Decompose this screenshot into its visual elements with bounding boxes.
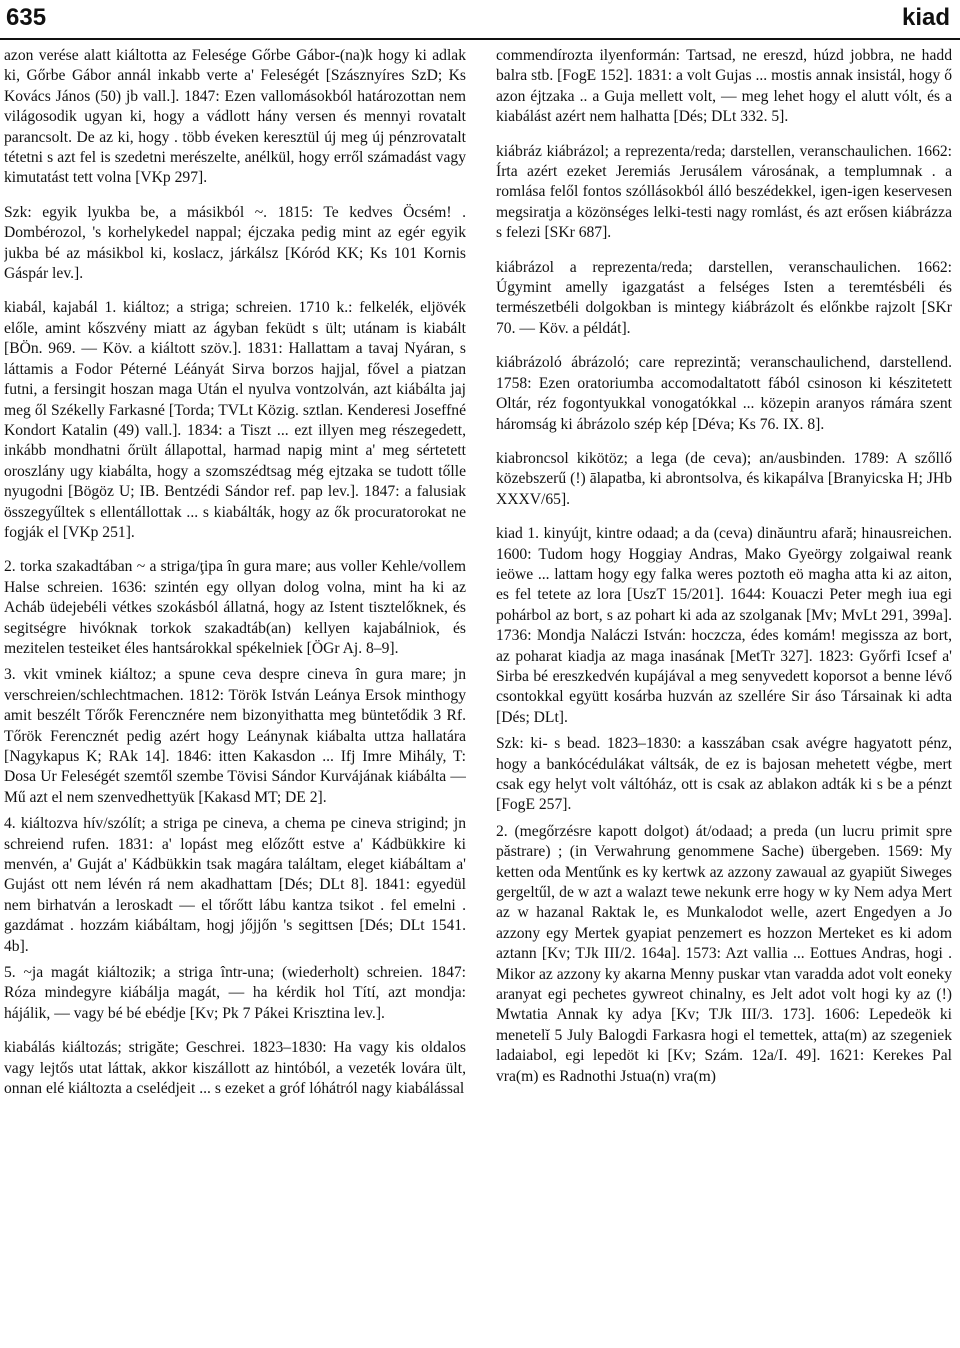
header-rule — [0, 38, 960, 40]
entry-paragraph: azon verése alatt kiáltotta az Felesége Gőrbe Gábor-(na)k hogy ki adlak ki, Gőrbe Gábor annál inkabb verte a' Feleségét [Szásznyíres SzD; Ks Kovács János (50) jb vall.]. 1847: Ezen vallomásokból határozottan nem világosodik ugyan ki, hogy a vádlott hány versen és mennyi rovatalt parancsolt. De az ki, hogy . több éveken keresztül új meg új pénzrovatalt tétetni s azt fel is szedetni merészelte, anélkül, hogy erről számadást vagy kimutatást tett volna [VKp 297]. — [4, 47, 466, 187]
left-column — [4, 46, 466, 1344]
page-header — [6, 4, 950, 36]
entry-paragraph: kiabroncsol kikötöz; a lega (de ceva); an/ausbinden. 1789: A szőllő közebszerű (!) ālapatba, ki abrontsolva, és kikapálva [Branyicska H; JHb XXXV/65]. — [496, 449, 952, 508]
entry-paragraph: kiábrázoló ábrázoló; care reprezintă; veranschaulichend, darstellend. 1758: Ezen oratoriumba accomodaltatott fából csinoson ki készitetett Oltár, réz fogontyukkal vonogatókkal ... közepin aranyos rámára szent háromság ki ábrázolo szép kép [Déva; Ks 76. IX. 8]. — [496, 354, 952, 433]
entry-paragraph: kiabál, kajabál 1. kiáltoz; a striga; schreien. 1710 k.: felkelék, eljövék előle, amint kőszvény miatt az ágyban feküdt s ült; utánam is kiabált [BÖn. 969. — Köv. a kiáltott szöv.]. 1831: Hallattam a tavaj Nyáran, s láttamis a Fodor Péterné Léányát Sirva borzos hajjal, fővel a piatzan futni, a fersingit hoszan maga Után el nyulva vontzolván, azt kiábálta jaj meg ől Székelly Farkasné [Torda; TVLt Közig. sztlan. Kenderesi Joseffné Kondort Katalin (49) vall.]. 1834: a Tiszt ... ezt illyen meg részegedett, inkább mondhatni őrült állapottal, harmad napig mint a' meg sértetett oroszlány ugy kiabálta, hogy a szomszédtsag még ejtzaka se tudott tőlle nyugodni [Bögöz U; IB. Bentzédi Sándor ref. pap lev.]. 1847: a falusiak összegyűltek s ellentállottak ... s kiabálták, hogy az ők procuratorokat ne fogják el [VKp 251]. — [4, 299, 466, 541]
entry-paragraph: 5. ~ja magát kiáltozik; a striga într-una; (wiederholt) schreien. 1847: Róza mindegyre kiábálja magát, — ha kérdik hol Títí, azt mondja: hájálik, — vagy bé bé ebédje [Kv; Pk 7 Pákei Krisztina lev.]. — [4, 964, 466, 1022]
entry-paragraph: 2. (megőrzésre kapott dolgot) át/odaad; a preda (un lucru primit spre păstrare) ; (in Verwahrung genommene Sache) übergeben. 1569: My ketten oda Mentűnk es ky kertwk az azzony zawaual az gyapiŭt Siweges gergeltűl, de w azt a walazt tewe nekunk erre hogy w ky Nem adya Mert az w hazanal Raktak le, es Munkalodot welle, azert Engedyen a Jo azzony egy Mertek gyapiat penzemert es hozzon Merteket es ki adom aztann [Kv; TJk III/2. 164a]. 1573: Azt vallia ... Eottues Andras, hogi . Mikor az azzony ky akarna Menny puskar vtan varadda adot volt eoneky aranyat egi pechetes gywreot chinalny, es Jelt adot volt hogi ky az (!) Mwtatia Annak ky adya [Kv; TJk III/3. 173]. 1606: Lepedeök ki menetelĭ 5 July Balogdi Farkasra hogi el temettek, atta(m) az szegeniek ladaiabol, egi lepedöt ki [Kv; Szám. 12a/I. 49]. 1621: Kerekes Pal vra(m) es Radnothi Jstua(n) vra(m) — [496, 822, 952, 1085]
entry-paragraph: 4. kiáltozva hív/szólít; a striga pe cineva, a chema pe cineva strigind; jn schreiend rufen. 1831: a' lopást meg előzőtt estve a' Kádbükkire ki menvén, a' Guját a' Kádbükkin tsak magára találtam, eleget kiábáltam a' Gujást ott nem lévén rá nem akadhattam [Dés; DLt 8]. 1841: egyedül nem birhatván a leroskadt — el tőrőtt lábu kantza tsikot . fel emelni . gazdámat . hozzám kiábáltam, hogj jőjjőn 's segittsen [Dés; DLt 1541. 4b]. — [4, 815, 466, 955]
entry-paragraph: Szk: ki- s bead. 1823–1830: a kasszában csak avégre hagyatott pénz, hogy a bankócédulákat váltsák, de ez is bajosan mehetett végbe, mert csak egy helyt volt váltóház, ott is csak az ablakon adták ki s be a pénzt [FogE 257]. — [496, 735, 952, 814]
entry-paragraph: kiábráz kiábrázol; a reprezenta/reda; darstellen, veranschaulichen. 1662: Írta azért ezeket Jeremiás Jerusálem városának, a templumnak . a romlása felől fontos szóllásokból álló beszédekkel, igen-igen keservesen megsiratja a közönséges lelki-testi nagy romlást, és azt erősen kiábrázza s felezi [SKr 687]. — [496, 142, 952, 242]
entry-paragraph: 2. torka szakadtában ~ a striga/ţipa în gura mare; aus voller Kehle/vollem Halse schreien. 1636: szintén egy ollyan dolog volna, mint ha ki az Acháb üdejebéli vétkes szokásból állatná, hogy az Istent tisztelőknek, és segitségre hivóknak torkok szakadtáb(an) kellyen kajabálniok, és mezitelen testeiket éles hantsárokkal spékelniek [ÖGr Aj. 8–9]. — [4, 558, 466, 657]
running-head: kiad — [901, 4, 950, 31]
entry-paragraph: kiad 1. kinyújt, kintre odaad; a da (ceva) dinăuntru afară; hinausreichen. 1600: Tudom hogy Hoggiay Andras, Mako Gyeörgy zolgaiwal reank ieöwe ... lattam hogy egy falka weres poztoth eö magha atta ki az aiton, es fel tetete az lora [UszT 15/201]. 1644: Kouaczi Peter megh iua egi pohárbol az bort, s az pohart ki ada az szolganak [Mv; MvLt 291, 399a]. 1736: Mondja Naláczi István: hoczcza, édes komám! megissza az bort, az poharat kiadja az maga inasának [MetTr 327]. 1823: Győrfi Icsef a' Sirba bé ereszkedvén kupájával a meg senyvedett koporsot a benne lévő csontokkal együtt kosárba huzván az szellére Sir áso Társainak ki adta [Dés; DLt]. — [496, 525, 952, 726]
entry-paragraph: Szk: egyik lyukba be, a másikból ~. 1815: Te kedves Öcsém! . Dombérozol, 's korhelykedel nappal; éjczaka pedig mint az egér egyik jukba bé az másikbol ki, koslacz, járkálsz [Kóród KK; Ks 101 Kornis Gáspár lev.]. — [4, 203, 466, 283]
entry-paragraph: commendírozta ilyenformán: Tartsad, ne ereszd, húzd jobbra, ne hadd balra stb. [FogE 152]. 1831: a volt Gujas ... mostis annak insistál, hogy ő azon éjtzaka .. a Guja mellett volt, — meg lehet hogy el alutt vólt, és a kiabálást azért nem halhatta [Dés; DLt 332. 5]. — [496, 47, 952, 126]
page-number: 635 — [6, 4, 47, 31]
entry-paragraph: 3. vkit vminek kiáltoz; a spune ceva despre cineva în gura mare; jn verschreien/schlechtmachen. 1812: Török István Leánya Ersok minthogy amit beszélt Tőrők Ferencznére nem bizonyithatta meg büntetődik 3 Rf. Tőrök Ferencznét pedig azért hogy Leánynak kiábalta uttza hallatára [Nagykapus K; RAk 14]. 1846: itten Kakasdon ... Ifj Imre Mihály, T: Dosa Ur Feleségét szemtől szembe Tövisi Sándor Kurvájának kiábálta — Mű azt el nem szenvedhettyük [Kakasd MT; DE 2]. — [4, 666, 466, 806]
entry-paragraph: kiabálás kiáltozás; strigăte; Geschrei. 1823–1830: Ha vagy kis oldalos vagy lejtős utat láttak, akkor kiszállott az hintóból, a vezeték lovára ült, onnan elé kiáltozta a cselédjeit ... s ezeket a gróf lóhátról nagy kiabálással — [4, 1039, 466, 1098]
entry-paragraph: kiábrázol a reprezenta/reda; darstellen, veranschaulichen. 1662: Úgymint amelly igazgatást a felséges Isten a teremtésbéli és természetbéli dolgokban is mintegy kiábrázolt és előnkbe rajzolt [SKr 70. — Köv. a példát]. — [496, 258, 952, 337]
right-column — [496, 46, 952, 1344]
